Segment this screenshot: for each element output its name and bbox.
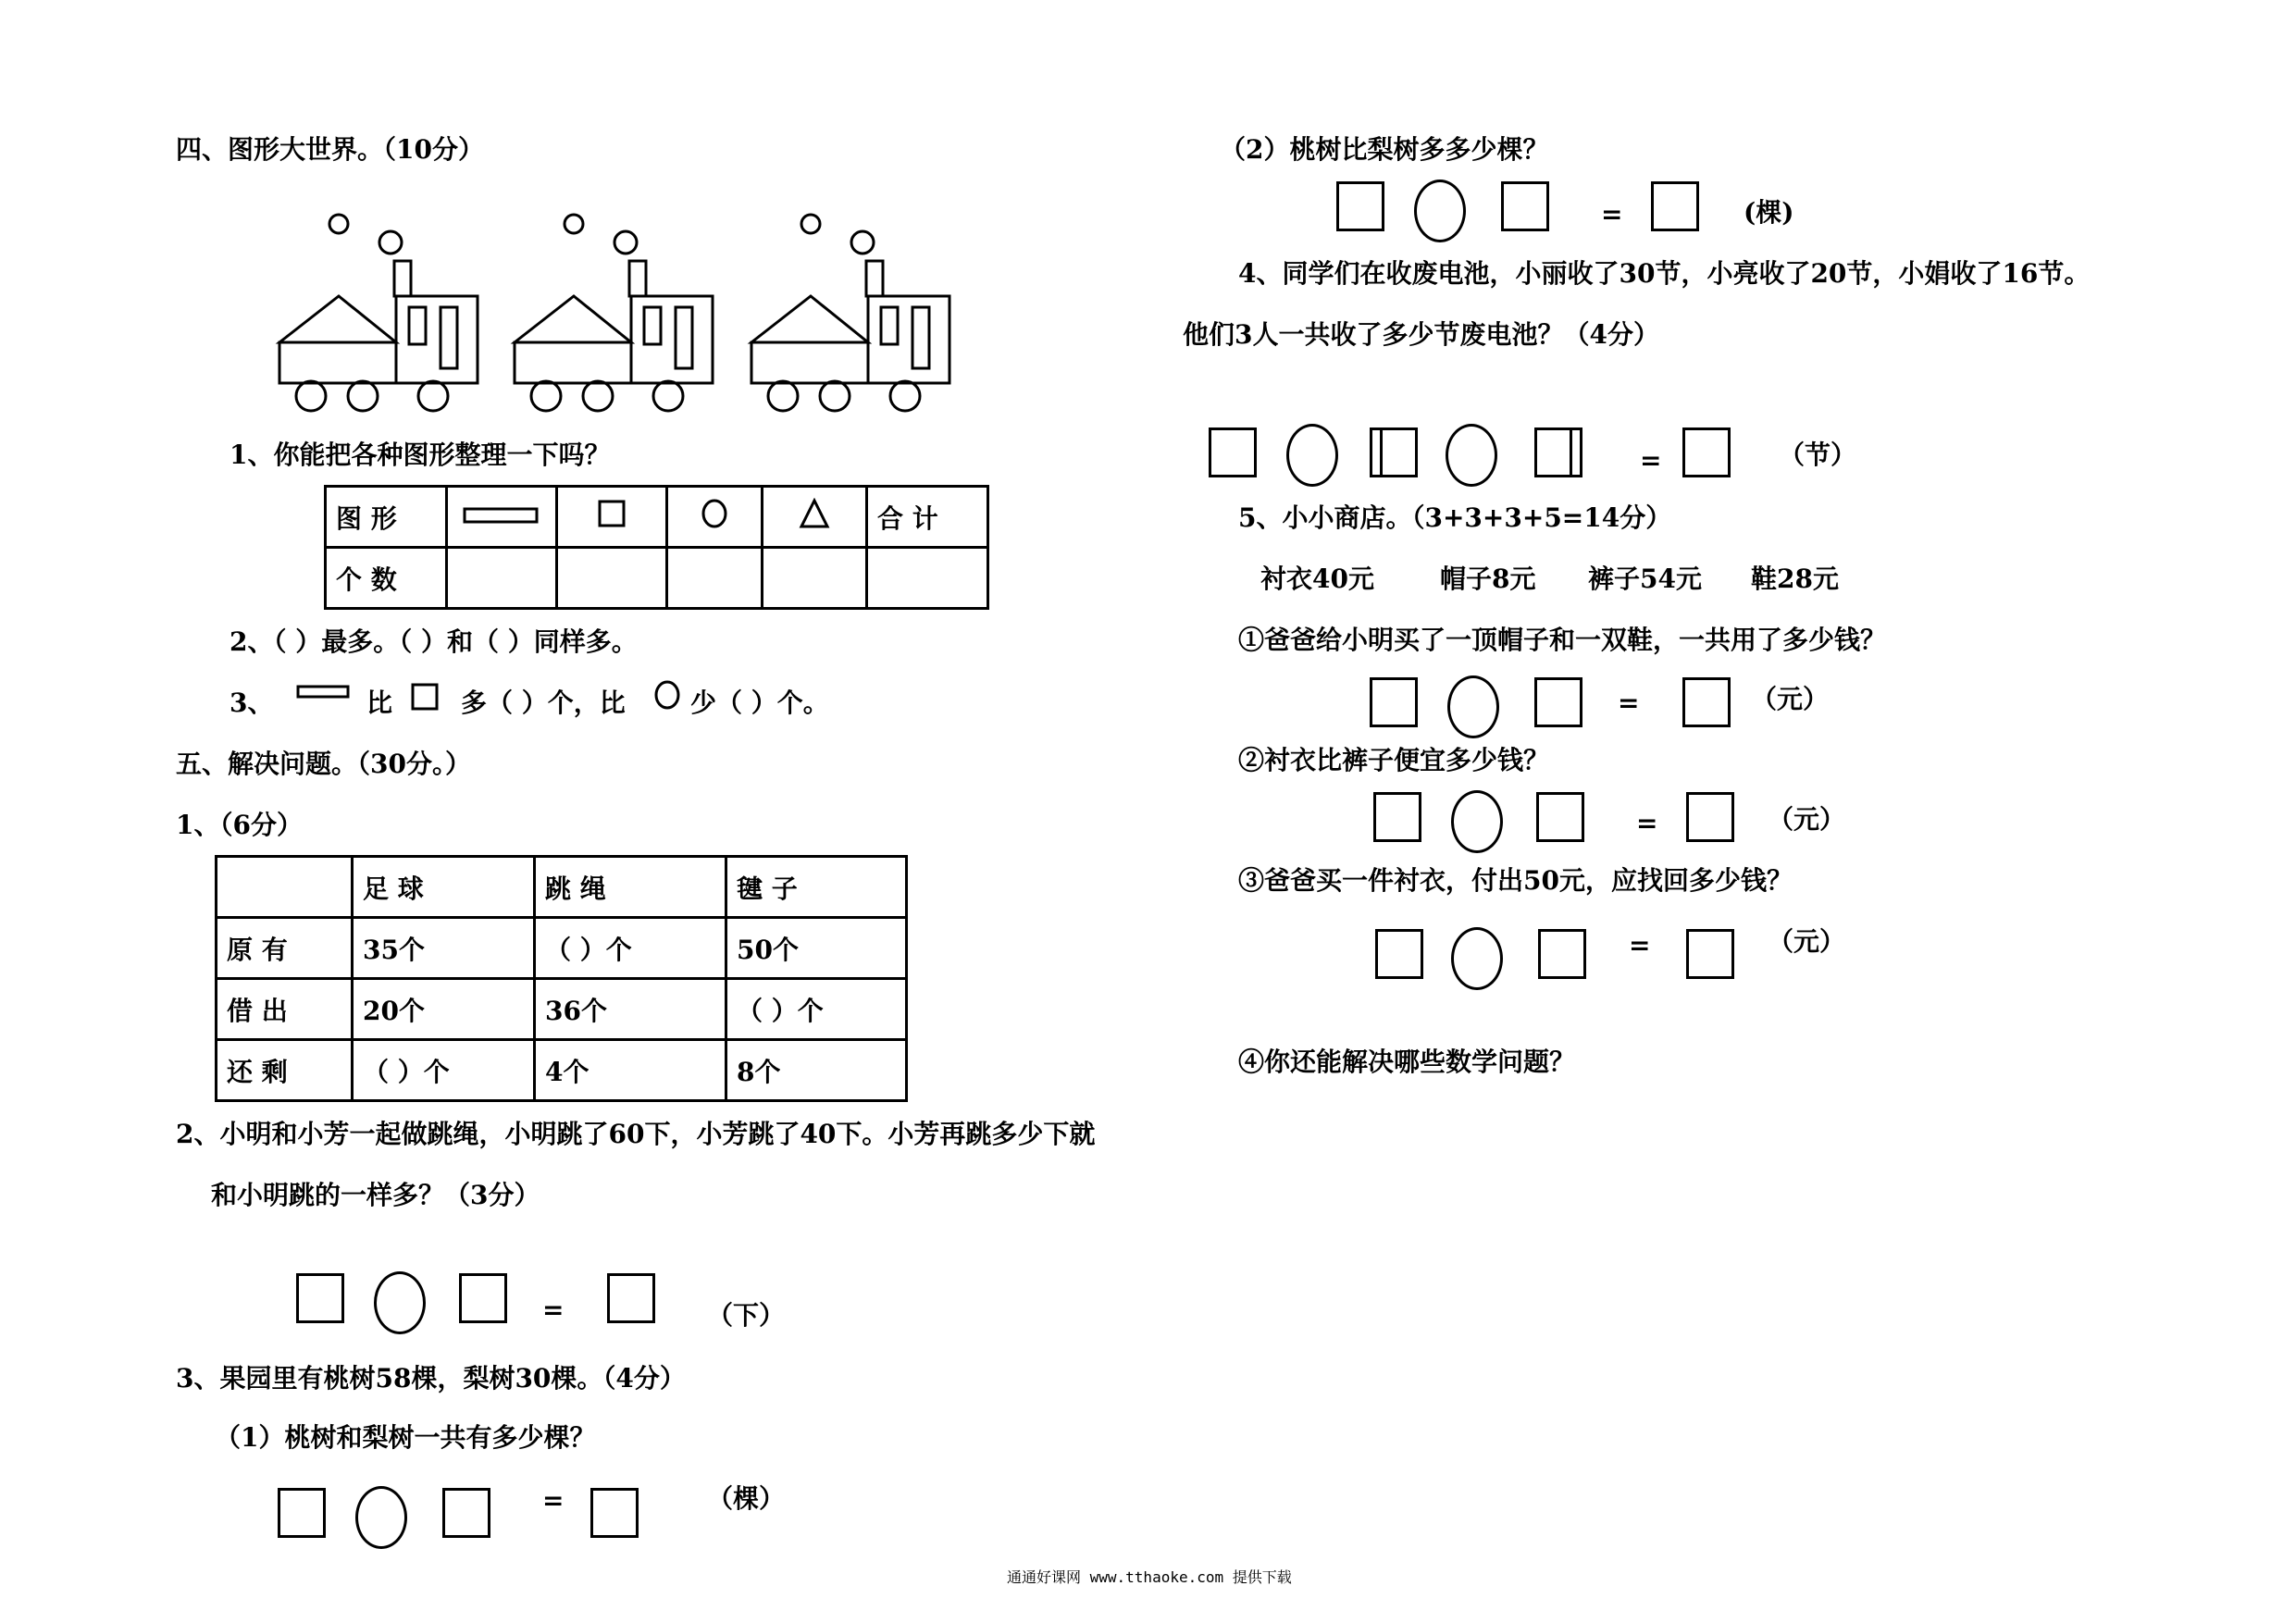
s4-q1: 1、你能把各种图形整理一下吗？ [230,440,611,470]
answer-box[interactable] [459,1273,507,1323]
count-cell[interactable] [447,548,557,609]
table-cell: 50个 [726,918,907,979]
operator-circle[interactable] [1447,675,1499,738]
table-header: 毽 子 [726,857,907,918]
answer-box[interactable] [1209,427,1257,477]
table-row [217,918,907,979]
equals-sign: = [1618,688,1640,718]
train-3 [751,215,949,411]
s5-p3-title: 3、果园里有桃树58棵，梨树30棵。（4分） [176,1363,686,1394]
answer-box[interactable] [1373,792,1421,842]
table-cell: （ ）个 [726,979,907,1040]
equals-sign: = [542,1295,565,1325]
s4-q3-compare: 比 [366,688,393,718]
unit-label: （元） [1768,926,1846,957]
table-cell: 还 剩 [217,1040,353,1101]
operator-circle[interactable] [374,1271,426,1334]
train-2 [515,215,713,411]
answer-box[interactable] [278,1488,326,1538]
row-label-shape: 图 形 [326,487,447,548]
table-row [217,979,907,1040]
table-cell: 原 有 [217,918,353,979]
answer-box[interactable] [1534,677,1582,727]
answer-box[interactable] [1534,427,1582,477]
table-row [217,1040,907,1101]
s5-p2-line2: 和小明跳的一样多？（3分） [211,1180,540,1210]
operator-circle[interactable] [1451,790,1503,853]
count-cell[interactable] [557,548,667,609]
answer-box[interactable] [1370,677,1418,727]
answer-box[interactable] [1375,929,1423,979]
table-header: 足 球 [353,857,535,918]
answer-box[interactable] [1686,792,1734,842]
circle-icon [701,498,728,529]
square-icon [598,500,626,527]
sports-table [215,855,908,1102]
row-label-count: 个 数 [326,548,447,609]
table-cell: 35个 [353,918,535,979]
equals-sign: = [1629,930,1651,960]
triangle-icon [799,498,830,529]
s4-q2: 2、（ ）最多。（ ）和（ ）同样多。 [230,626,638,657]
price-item: 鞋28元 [1751,564,1839,594]
s5-p1-label: 1、（6分） [176,810,303,840]
answer-box[interactable] [1682,677,1731,727]
operator-circle[interactable] [355,1486,407,1549]
train-figures [268,204,972,426]
count-cell[interactable] [763,548,867,609]
equals-sign: = [1636,808,1658,838]
s5-p5-q2: ②衬衣比裤子便宜多少钱？ [1238,745,1550,775]
table-header: 跳 绳 [535,857,726,918]
answer-box[interactable] [1336,181,1384,231]
answer-box[interactable] [1501,181,1549,231]
section-5-title: 五、解决问题。（30分。） [176,749,471,779]
s5-p4-line1: 4、同学们在收废电池，小丽收了30节，小亮收了20节，小娟收了16节。 [1238,258,2091,289]
table-cell: 8个 [726,1040,907,1101]
answer-box[interactable] [1651,181,1699,231]
operator-circle[interactable] [1446,424,1497,487]
s5-p5-q1: ①爸爸给小明买了一顶帽子和一双鞋，一共用了多少钱？ [1238,625,1887,655]
rectangle-icon [296,685,350,700]
answer-box[interactable] [1538,929,1586,979]
answer-box[interactable] [590,1488,639,1538]
table-cell: 36个 [535,979,726,1040]
s4-q3-less: 少（ ）个。 [690,688,829,718]
train-1 [279,215,478,411]
table-cell: 借 出 [217,979,353,1040]
unit-label: （元） [1751,684,1830,714]
s5-p5-q4: ④你还能解决哪些数学问题？ [1238,1047,1576,1077]
operator-circle[interactable] [1286,424,1338,487]
answer-box[interactable] [442,1488,490,1538]
equals-sign: = [542,1485,565,1516]
unit-label: （棵） [707,1483,786,1514]
s5-p5-title: 5、小小商店。（3+3+3+5=14分） [1238,502,1672,533]
unit-label: （下） [707,1300,786,1331]
s5-p5-q3: ③爸爸买一件衬衣，付出50元，应找回多少钱？ [1238,865,1793,896]
s5-p4-line2: 他们3人一共收了多少节废电池？（4分） [1183,319,1659,350]
footer-text: 通通好课网 www.tthaoke.com 提供下载 [1007,1568,1292,1586]
table-cell: 4个 [535,1040,726,1101]
s4-q3-prefix: 3、 [230,688,274,718]
s4-q3-more: 多（ ）个，比 [461,688,626,718]
price-item: 帽子8元 [1440,564,1536,594]
rectangle-icon [463,503,540,526]
total-label: 合 计 [867,487,988,548]
shape-count-table [324,485,989,610]
answer-box[interactable] [607,1273,655,1323]
section-4-title: 四、图形大世界。（10分） [176,134,484,165]
circle-icon [653,679,681,711]
count-cell[interactable] [667,548,763,609]
answer-box[interactable] [1370,427,1418,477]
unit-label: （元） [1768,804,1846,835]
unit-label: (棵) [1744,197,1794,228]
price-item: 裤子54元 [1588,564,1702,594]
answer-box[interactable] [296,1273,344,1323]
s5-p3-q1: （1）桃树和梨树一共有多少棵？ [215,1422,596,1453]
unit-label: （节） [1779,440,1857,470]
price-item: 衬衣40元 [1260,564,1374,594]
operator-circle[interactable] [1451,927,1503,990]
answer-box[interactable] [1682,427,1731,477]
table-cell: （ ）个 [535,918,726,979]
equals-sign: = [1640,445,1662,476]
table-cell: 20个 [353,979,535,1040]
table-cell: （ ）个 [353,1040,535,1101]
count-cell[interactable] [867,548,988,609]
s5-p2-line1: 2、小明和小芳一起做跳绳，小明跳了60下，小芳跳了40下。小芳再跳多少下就 [176,1119,1096,1149]
answer-box[interactable] [1536,792,1584,842]
equals-sign: = [1601,199,1623,229]
operator-circle[interactable] [1414,180,1466,242]
answer-box[interactable] [1686,929,1734,979]
table-header [217,857,353,918]
square-icon [411,683,439,711]
s5-p3-q2: （2）桃树比梨树多多少棵？ [1220,134,1549,165]
